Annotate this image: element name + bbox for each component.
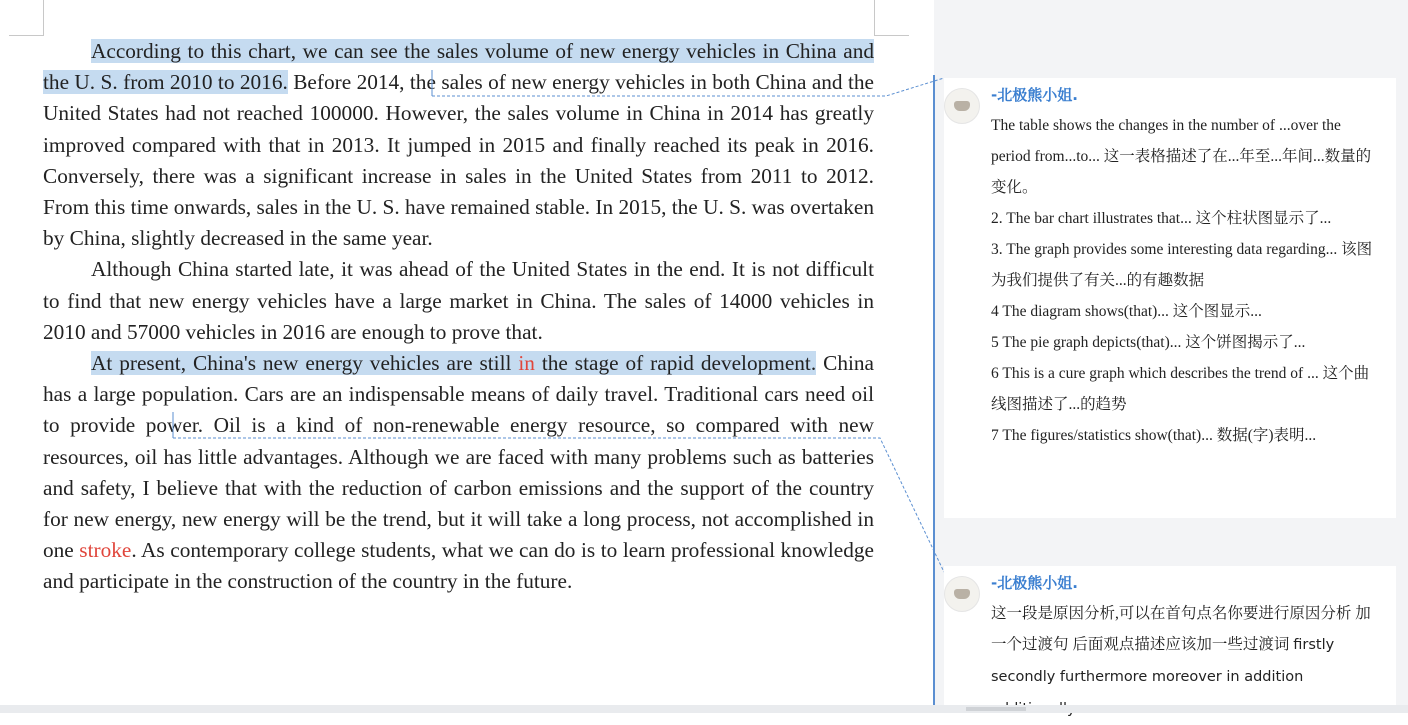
comment-line: 5 The pie graph depicts(that)... 这个饼图揭示了... [991,334,1306,351]
paragraph-3-text: China has a large population. Cars are an indispensable means of daily travel. Traditional cars need oil to provide power. Oil is a kind of non-renewable energy resource, so compared with new resources, oil has little advantages. Although we are faced with many problems such as batteries and safety, I believe that with the reduction of carbon emissions and the support of the country for new energy, new energy will be the trend, but it will take a long process, not accomplished in one [43,351,874,563]
paragraph-1-text: Before 2014, the sales of new energy vehicles in both China and the United States had not reached 100000. However, the sales volume in China in 2014 has greatly improved compared with that in 2013. It jumped in 2015 and finally reached its peak in 2016. Conversely, there was a significant increase in sales in the United States from 2011 to 2012. From this time onwards, sales in the U. S. have remained stable. In 2015, the U. S. was overtaken by China, slightly decreased in the same year. [43,70,875,251]
comment-transition-words: firstly secondly furthermore moreover in addition [991,637,1335,685]
comment-card-2[interactable] [944,566,1396,713]
paragraph-1[interactable] [43,36,874,254]
comment-author: -北极熊小姐. [991,86,1078,104]
revision-mark-in: in [518,351,535,376]
comment-author: -北极熊小姐. [991,574,1078,592]
comment-text[interactable] [991,110,1383,451]
paragraph-2[interactable]: Although China started late, it was ahead of the United States in the end. It is not difficult to find that new energy vehicles have a large market in China. The sales of 14000 vehicles in 2010 and 57000 vehicles in 2016 are enough to prove that. [43,257,874,344]
page-corner-mark-right [874,0,909,36]
comment-line: 6 This is a cure graph which describes the trend of ... 这个曲线图描述了...的趋势 [991,365,1370,413]
comment-line: 7 The figures/statistics show(that)... 数据(字)表明... [991,427,1317,444]
comment-line: 3. The graph provides some interesting data regarding... 该图为我们提供了有关...的有趣数据 [991,241,1373,289]
paragraph-3[interactable] [43,348,874,598]
revision-mark-stroke: stroke [79,538,132,563]
avatar[interactable] [944,576,980,612]
page-corner-mark-left [9,0,44,36]
bear-avatar-icon [954,589,970,599]
comment-text-part: 这一段是原因分析,可以在首句点名你要进行原因分析 加一个过渡句 后面观点描述应该加一些过渡词 [991,605,1371,653]
comments-pane-border [933,75,935,713]
comment-line: 2. The bar chart illustrates that... 这个柱状图显示了... [991,210,1332,227]
commented-text-2-end: the stage of rapid development. [534,351,817,376]
avatar[interactable] [944,88,980,124]
comment-line: The table shows the changes in the number of ...over the period from...to... 这一表格描述了在...年至...年间...数量的变化。 [991,117,1372,196]
comment-card-1[interactable] [944,78,1396,518]
paragraph-3-end: . As contemporary college students, what we can do is to learn professional knowledge and participate in the construction of the country in the future. [43,538,874,594]
scrollbar-thumb[interactable] [966,707,1026,711]
bear-avatar-icon [954,101,970,111]
comment-line: 4 The diagram shows(that)... 这个图显示... [991,303,1262,320]
commented-text-1[interactable]: According to this chart, we can see the sales volume of new energy vehicles in China and the U. S. from 2010 to 2016. [43,39,874,95]
commented-text-2-part: At present, China's new energy vehicles are still [91,351,519,376]
commented-text-2[interactable] [91,351,816,375]
horizontal-scrollbar[interactable] [0,705,1408,713]
document-body[interactable] [43,36,874,598]
